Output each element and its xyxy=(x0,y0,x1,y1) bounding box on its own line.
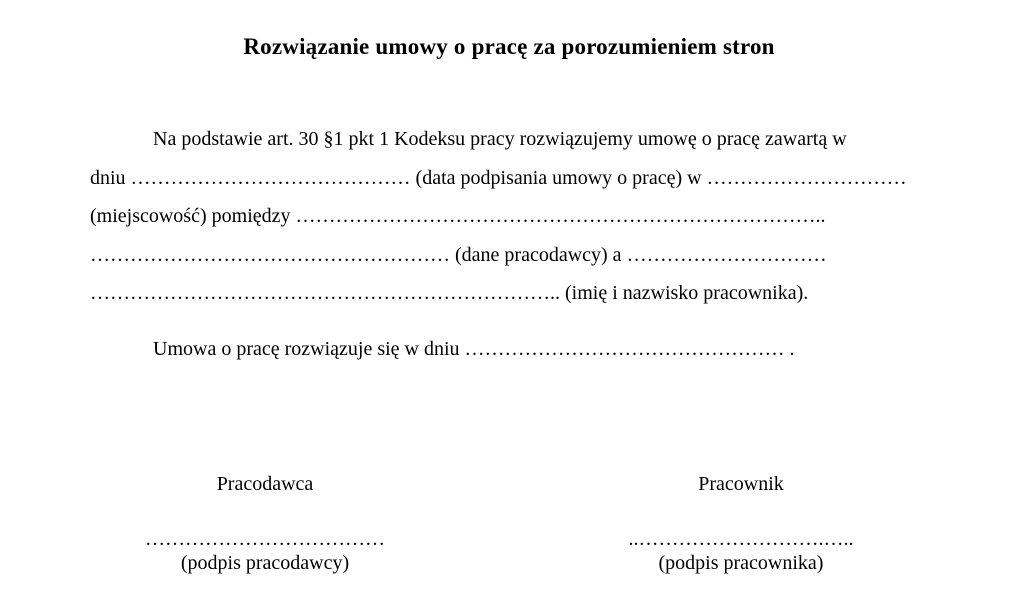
signature-block-employer xyxy=(120,473,410,575)
signature-line-employer: ……………………………… xyxy=(145,528,385,550)
paragraph-intro-line-3: (miejscowość) pomiędzy …………………………………………………………………….. xyxy=(90,205,826,227)
paragraph-intro xyxy=(90,120,950,313)
paragraph-intro-line-5: …………………………………………………………….. (imię i nazwisko pracownika). xyxy=(90,282,809,304)
signature-caption-employee: (podpis pracownika) xyxy=(658,552,824,574)
paragraph-intro-line-1: Na podstawie art. 30 §1 pkt 1 Kodeksu pracy rozwiązujemy umowę o pracę zawartą w xyxy=(153,128,847,150)
signature-caption-employer: (podpis pracodawcy) xyxy=(180,552,350,574)
signature-role-employer: Pracodawca xyxy=(216,473,314,495)
signature-line-employee: ..……………………….….. xyxy=(628,528,854,550)
signature-role-employee: Pracownik xyxy=(698,473,784,495)
signature-block-employee xyxy=(596,473,886,575)
paragraph-termination-date: Umowa o pracę rozwiązuje się w dniu ………………………………………… . xyxy=(153,338,795,360)
document-title: Rozwiązanie umowy o pracę za porozumieniem stron xyxy=(243,34,775,59)
paragraph-intro-line-2: dniu …………………………………… (data podpisania umowy o pracę) w ………………………… xyxy=(90,166,907,189)
paragraph-intro-line-4: ……………………………………………… (dane pracodawcy) a ………………………… xyxy=(90,243,827,266)
